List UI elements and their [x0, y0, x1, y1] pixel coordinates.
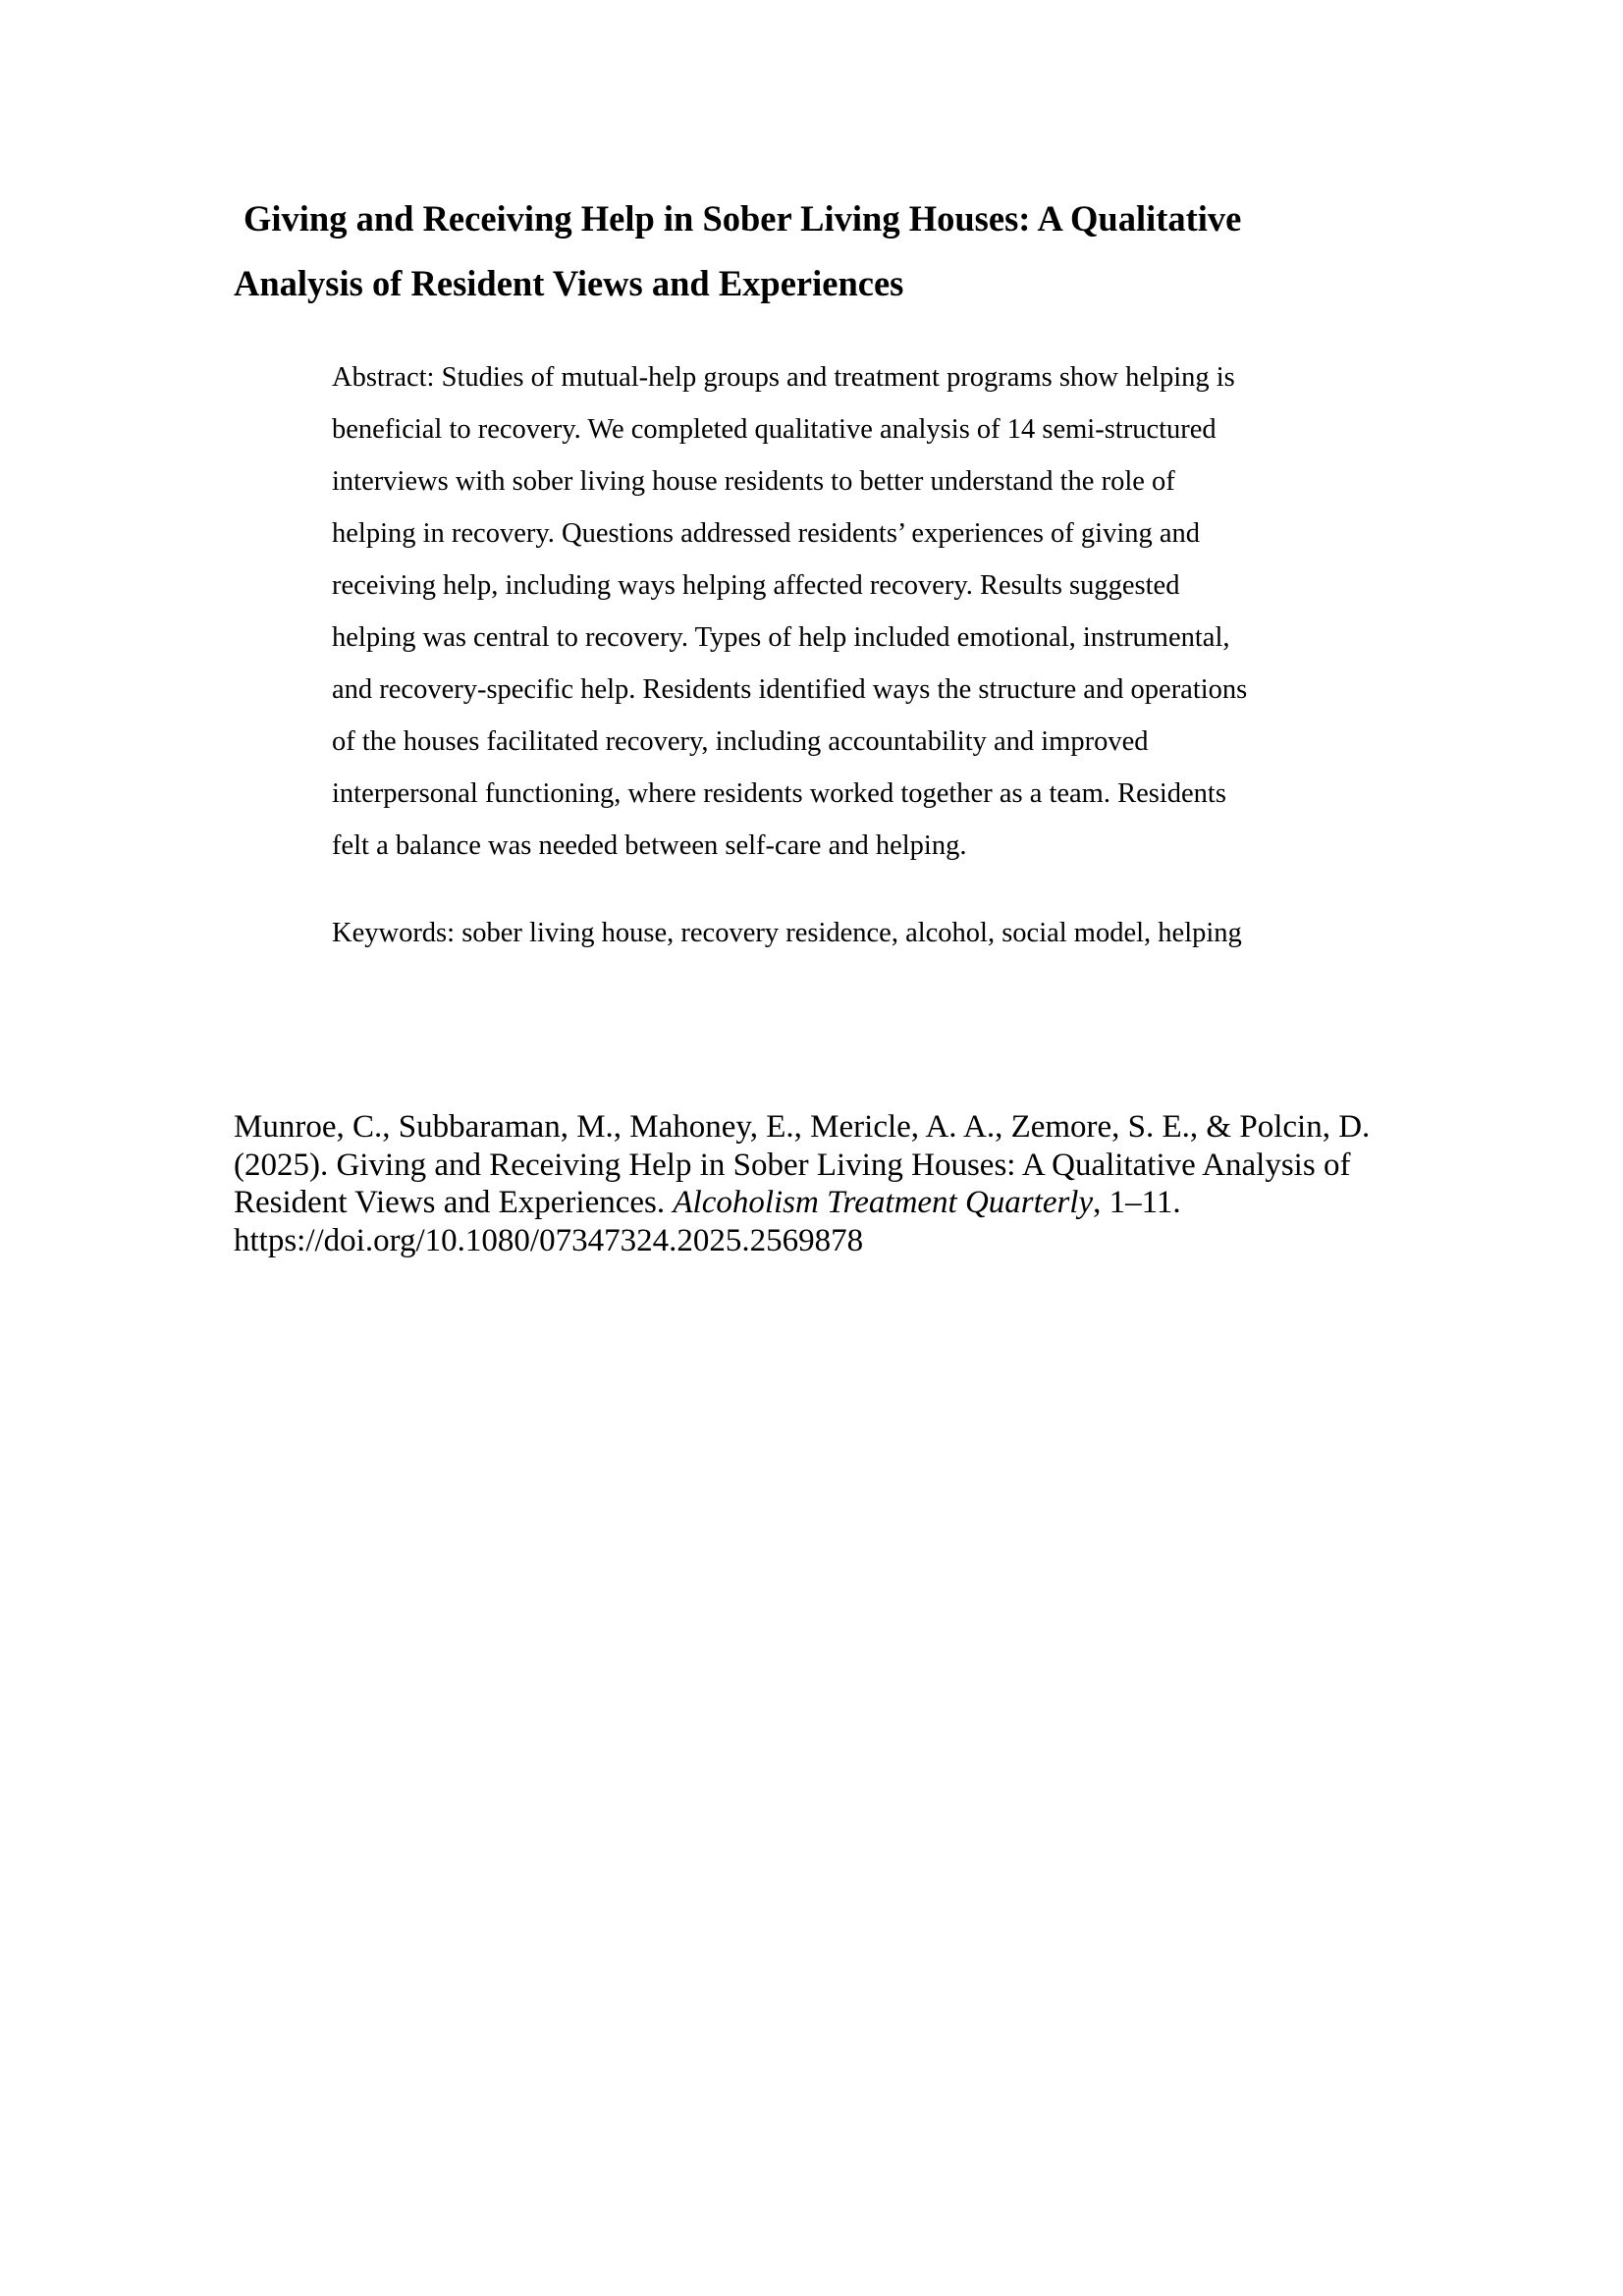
abstract-line: interpersonal functioning, where residents worked together as a team. Residents: [332, 778, 1226, 809]
journal-name: Alcoholism Treatment Quarterly: [673, 1185, 1094, 1220]
citation-line: (2025). Giving and Receiving Help in Sober Living Houses: A Qualitative Analysis of: [234, 1147, 1351, 1183]
abstract-line: helping was central to recovery. Types of help included emotional, instrumental,: [332, 622, 1230, 653]
abstract-line: interviews with sober living house residents to better understand the role of: [332, 466, 1175, 497]
abstract-line: helping in recovery. Questions addressed residents’ experiences of giving and: [332, 518, 1201, 549]
doi-link[interactable]: https://doi.org/10.1080/07347324.2025.2569878: [234, 1222, 864, 1258]
abstract-line: Abstract: Studies of mutual-help groups and treatment programs show helping is: [332, 362, 1235, 393]
citation-line: Munroe, C., Subbaraman, M., Mahoney, E., Mericle, A. A., Zemore, S. E., & Polcin, D.: [234, 1109, 1371, 1145]
citation-line: [234, 1184, 1412, 1222]
citation: [234, 1108, 1412, 1259]
citation-text: Resident Views and Experiences.: [234, 1185, 674, 1220]
citation-pages: , 1–11.: [1093, 1185, 1181, 1220]
title-line: Giving and Receiving Help in Sober Living Houses: A Qualitative: [243, 198, 1242, 239]
abstract: [332, 351, 1333, 872]
abstract-line: receiving help, including ways helping affected recovery. Results suggested: [332, 570, 1180, 601]
title-line: Analysis of Resident Views and Experiences: [234, 263, 904, 303]
abstract-line: of the houses facilitated recovery, including accountability and improved: [332, 726, 1149, 757]
abstract-line: beneficial to recovery. We completed qualitative analysis of 14 semi-structured: [332, 414, 1217, 445]
abstract-line: felt a balance was needed between self-care and helping.: [332, 830, 967, 861]
keywords: Keywords: sober living house, recovery residence, alcohol, social model, helping: [332, 918, 1242, 948]
paper-title: [234, 187, 1392, 316]
abstract-line: and recovery-specific help. Residents identified ways the structure and operations: [332, 674, 1248, 705]
